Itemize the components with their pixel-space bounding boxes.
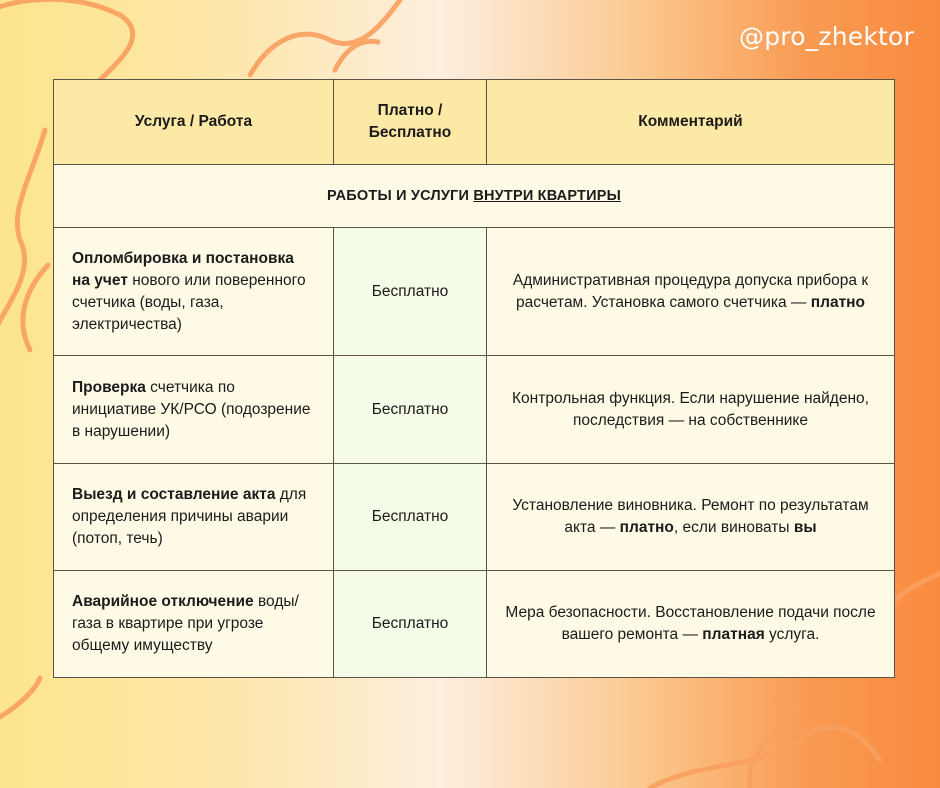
header-price-line1: Платно / bbox=[377, 102, 443, 119]
section-row bbox=[54, 165, 895, 228]
price-status: Бесплатно bbox=[334, 356, 487, 464]
curve-bottom-right-2 bbox=[650, 727, 880, 788]
service-comment bbox=[487, 356, 895, 464]
table-row bbox=[54, 228, 895, 356]
section-title-prefix: РАБОТЫ И УСЛУГИ bbox=[327, 188, 474, 204]
comment-text: Установление виновника. Ремонт по результатам акта — bbox=[512, 497, 869, 536]
table-row bbox=[54, 464, 895, 571]
table-row bbox=[54, 356, 895, 464]
service-name-bold: Опломбировка и постановка на учет bbox=[72, 249, 294, 289]
comment-text: Мера безопасности. Восстановление подачи после вашего ремонта — bbox=[505, 604, 876, 643]
header-service: Услуга / Работа bbox=[54, 80, 334, 165]
service-name-bold: Аварийное отключение bbox=[72, 593, 254, 610]
table-row bbox=[54, 571, 895, 678]
service-name-bold: Выезд и составление акта bbox=[72, 486, 276, 503]
author-handle: @pro_zhektor bbox=[739, 22, 914, 51]
service-name-rest: воды/газа в квартире при угрозе общему имуществу bbox=[72, 593, 299, 654]
comment-bold: платно bbox=[810, 293, 865, 311]
comment-bold-2: вы bbox=[793, 519, 817, 536]
service-comment bbox=[487, 464, 895, 571]
curve-left-upper bbox=[0, 130, 45, 330]
service-name-bold: Проверка bbox=[72, 378, 146, 396]
section-title-underlined: ВНУТРИ КВАРТИРЫ bbox=[473, 188, 621, 204]
price-status: Бесплатно bbox=[334, 464, 487, 571]
comment-text: Контрольная функция. Если нарушение найдено, последствия — на собственнике bbox=[512, 389, 869, 429]
service-comment bbox=[487, 228, 895, 356]
service-name bbox=[54, 464, 334, 571]
comment-bold: платная bbox=[702, 626, 765, 643]
comment-bold: платно bbox=[619, 519, 674, 536]
curve-right-lower bbox=[895, 570, 940, 600]
comment-text: Административная процедура допуска прибора к расчетам. Установка самого счетчика — bbox=[512, 271, 869, 311]
service-name-rest: счетчика по инициативе УК/РСО (подозрение в нарушении) bbox=[72, 378, 311, 440]
header-price bbox=[334, 80, 487, 165]
comment-text-2: , если виноваты bbox=[673, 519, 794, 536]
price-status: Бесплатно bbox=[334, 571, 487, 678]
header-price-line2: Бесплатно bbox=[368, 124, 452, 141]
curve-bottom-right bbox=[749, 697, 796, 788]
header-comment: Комментарий bbox=[487, 80, 895, 165]
price-status: Бесплатно bbox=[334, 228, 487, 356]
service-name bbox=[54, 571, 334, 678]
services-table bbox=[53, 79, 895, 678]
curve-left-lower bbox=[23, 265, 48, 350]
section-title bbox=[54, 165, 895, 228]
curve-top-middle bbox=[250, 0, 400, 75]
service-name bbox=[54, 228, 334, 356]
service-comment bbox=[487, 571, 895, 678]
service-name-rest: нового или поверенного счетчика (воды, газа, электричества) bbox=[72, 271, 306, 333]
curve-bottom-left bbox=[0, 678, 40, 720]
service-name-rest: для определения причины аварии (потоп, течь) bbox=[72, 486, 307, 547]
comment-text-2: услуга. bbox=[764, 626, 820, 643]
curve-top-left bbox=[0, 0, 133, 80]
service-name bbox=[54, 356, 334, 464]
table-header-row bbox=[54, 80, 895, 165]
curve-top-mid-small bbox=[335, 41, 378, 70]
